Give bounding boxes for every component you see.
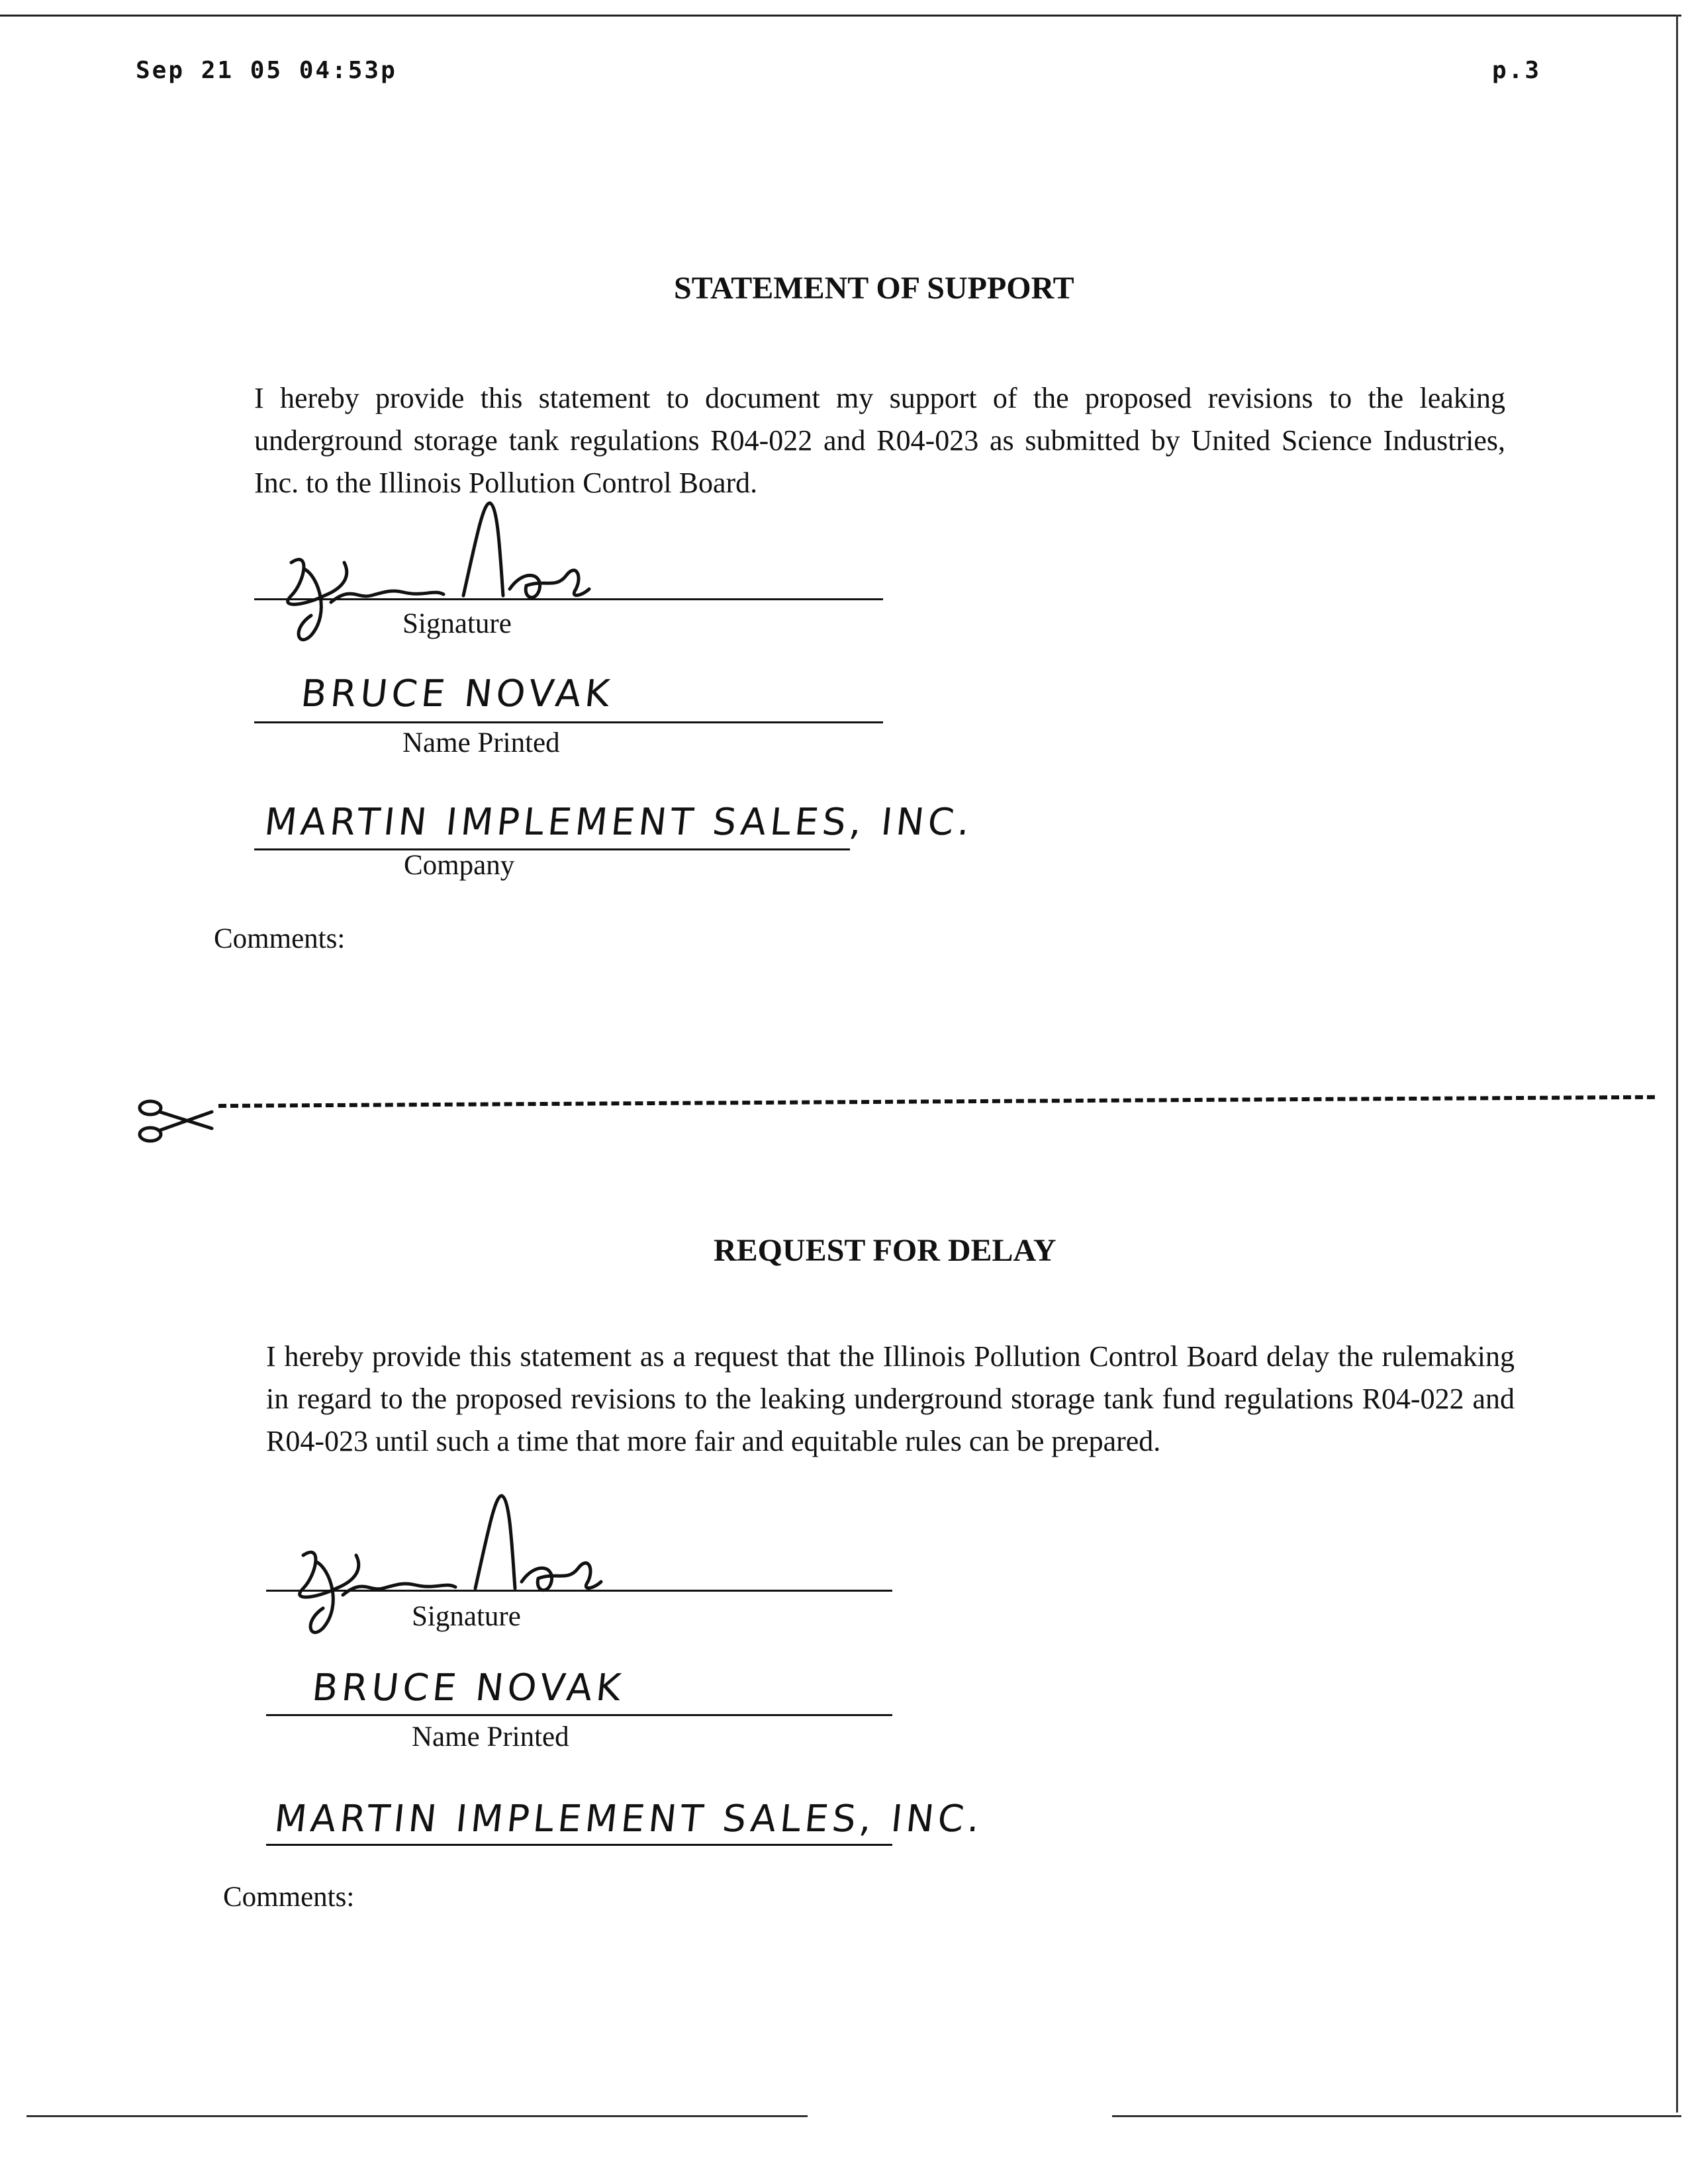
delay-name-printed: BRUCE NOVAK <box>310 1666 627 1709</box>
delay-comments-label: Comments: <box>223 1882 355 1913</box>
fax-timestamp: Sep 21 05 04:53p <box>136 57 397 84</box>
support-name-line <box>254 721 883 723</box>
delay-signature-label: Signature <box>412 1601 521 1632</box>
support-company-label: Company <box>404 850 515 881</box>
right-border-rule <box>1676 15 1678 2113</box>
support-body: I hereby provide this statement to document my support of the proposed revisions to the leaking underground storage tank regulations R04-022 and R04-023 as submitted by United Science Industries, Inc. to the Illinois Pollution Control Board. <box>254 382 1505 499</box>
delay-body: I hereby provide this statement as a request that the Illinois Pollution Control Board delay the rulemaking in regard to the proposed revisions to the leaking underground storage tank fund regulations R04-022 and R04-023 until such a time that more fair and equitable rules can be prepared. <box>266 1340 1515 1457</box>
delay-company-line <box>266 1844 892 1846</box>
delay-name-label: Name Printed <box>412 1721 569 1752</box>
delay-signature-line <box>266 1590 892 1592</box>
support-signature-label: Signature <box>402 608 512 639</box>
fax-page-number: p.3 <box>1492 57 1542 84</box>
support-signature-line <box>254 598 883 600</box>
delay-name-line <box>266 1714 892 1716</box>
cut-dashed-line <box>218 1095 1655 1108</box>
bottom-border-rule-right <box>1112 2115 1681 2117</box>
support-company: MARTIN IMPLEMENT SALES, INC. <box>262 801 976 844</box>
support-comments-label: Comments: <box>214 923 346 954</box>
support-company-line <box>254 848 850 850</box>
support-title: STATEMENT OF SUPPORT <box>674 271 1074 306</box>
support-name-printed: BRUCE NOVAK <box>299 672 616 715</box>
top-border-rule <box>0 15 1681 17</box>
delay-company: MARTIN IMPLEMENT SALES, INC. <box>272 1797 986 1841</box>
support-name-label: Name Printed <box>402 727 560 758</box>
delay-title: REQUEST FOR DELAY <box>714 1233 1056 1268</box>
scissors-icon <box>136 1092 215 1155</box>
bottom-border-rule-left <box>26 2115 808 2117</box>
